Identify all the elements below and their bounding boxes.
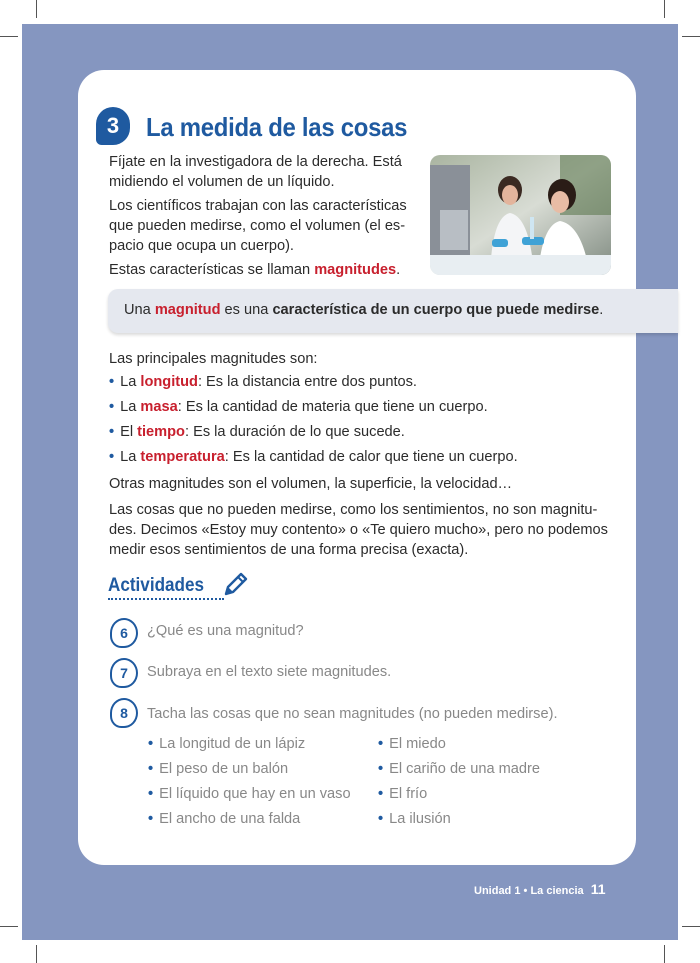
option-text: El líquido que hay en un vaso [159, 786, 351, 802]
definition-part: es una [220, 302, 273, 318]
crop-mark [36, 945, 37, 963]
crop-mark [682, 36, 700, 37]
definition-bold: característica de un cuerpo que puede medirse [272, 302, 600, 318]
intro-line: Fíjate en la investigadora de la derecha. Está [109, 154, 402, 170]
item-term: tiempo [137, 424, 185, 440]
option-item [378, 761, 540, 777]
option-text: La ilusión [389, 811, 451, 827]
activity-number: 6 [120, 625, 128, 641]
item-definition: : Es la cantidad de materia que tiene un cuerpo. [177, 399, 488, 415]
intro-paragraph-3 [109, 260, 400, 280]
pencil-icon [220, 570, 250, 605]
activity-6-badge [110, 618, 138, 648]
footer-unit: Unidad 1 [474, 885, 521, 897]
activity-8-badge [110, 698, 138, 728]
lab-researchers-photo [430, 155, 611, 275]
keyword-magnitud: magnitud [154, 302, 221, 318]
magnitude-item-masa [109, 399, 488, 415]
closing-paragraph [109, 500, 608, 560]
activities-underline [108, 598, 224, 600]
option-item [148, 761, 288, 777]
item-article: La [120, 449, 141, 465]
magnitude-item-tiempo [109, 424, 405, 440]
option-item [378, 736, 446, 752]
option-text: El cariño de una madre [389, 761, 540, 777]
bullet-dot: • [109, 374, 115, 390]
section-number: 3 [106, 113, 120, 138]
crop-mark [0, 926, 18, 927]
crop-mark [0, 36, 18, 37]
intro-text: . [396, 262, 401, 278]
intro-paragraph-2 [109, 196, 407, 256]
bullet-dot: • [148, 786, 154, 802]
item-definition: : Es la duración de lo que sucede. [184, 424, 405, 440]
bullet-dot: • [148, 811, 154, 827]
footer-separator: • [523, 885, 528, 897]
item-term: temperatura [140, 449, 225, 465]
intro-paragraph-1 [109, 152, 402, 192]
activity-8-text: Tacha las cosas que no sean magnitudes (no pueden medirse). [147, 706, 558, 722]
other-magnitudes: Otras magnitudes son el volumen, la superficie, la velocidad… [109, 476, 513, 492]
magnitude-item-temperatura [109, 449, 518, 465]
page-footer [474, 881, 606, 897]
bullet-dot: • [378, 736, 384, 752]
footer-subject: La ciencia [530, 885, 584, 897]
item-article: La [120, 374, 141, 390]
bullet-dot: • [148, 736, 154, 752]
closing-line: Las cosas que no pueden medirse, como los sentimientos, no son magnitu- [109, 502, 598, 518]
definition-box [108, 289, 678, 333]
intro-text: Estas características se llaman [109, 262, 315, 278]
activity-6-text: ¿Qué es una magnitud? [147, 623, 304, 639]
item-term: masa [140, 399, 178, 415]
intro-line: Los científicos trabajan con las características [109, 198, 407, 214]
page-title: La medida de las cosas [146, 112, 408, 142]
activity-number: 7 [120, 665, 128, 681]
bullet-dot: • [378, 811, 384, 827]
option-item [148, 786, 351, 802]
page-number: 11 [590, 881, 606, 897]
closing-line: des. Decimos «Estoy muy contento» o «Te quiero mucho», pero no podemos [109, 522, 608, 538]
bullet-dot: • [109, 424, 115, 440]
option-text: El peso de un balón [159, 761, 289, 777]
activities-title: Actividades [108, 575, 204, 596]
bullet-dot: • [109, 449, 115, 465]
intro-line: midiendo el volumen de un líquido. [109, 174, 335, 190]
section-number-badge [96, 107, 130, 145]
activity-7-badge [110, 658, 138, 688]
bullet-dot: • [378, 761, 384, 777]
definition-part: . [599, 302, 604, 318]
option-item [378, 811, 451, 827]
bullet-dot: • [378, 786, 384, 802]
option-text: El frío [389, 786, 428, 802]
closing-line: medir esos sentimientos de una forma precisa (exacta). [109, 542, 469, 558]
item-term: longitud [140, 374, 198, 390]
crop-mark [664, 945, 665, 963]
option-text: La longitud de un lápiz [159, 736, 306, 752]
crop-mark [36, 0, 37, 18]
option-item [148, 736, 305, 752]
activity-number: 8 [120, 705, 128, 721]
keyword-magnitudes: magnitudes [314, 262, 397, 278]
intro-line: que pueden medirse, como el volumen (el es- [109, 218, 406, 234]
bullet-dot: • [148, 761, 154, 777]
item-definition: : Es la cantidad de calor que tiene un cuerpo. [224, 449, 518, 465]
option-text: El ancho de una falda [159, 811, 301, 827]
magnitudes-lead: Las principales magnitudes son: [109, 351, 318, 367]
crop-mark [682, 926, 700, 927]
option-item [378, 786, 427, 802]
intro-line: pacio que ocupa un cuerpo). [109, 238, 294, 254]
option-item [148, 811, 300, 827]
item-article: La [120, 399, 141, 415]
bullet-dot: • [109, 399, 115, 415]
item-article: El [120, 424, 138, 440]
definition-part: Una [124, 302, 155, 318]
magnitude-item-longitud [109, 374, 417, 390]
item-definition: : Es la distancia entre dos puntos. [197, 374, 417, 390]
crop-mark [664, 0, 665, 18]
definition-text [124, 302, 603, 318]
activity-7-text: Subraya en el texto siete magnitudes. [147, 664, 392, 680]
option-text: El miedo [389, 736, 446, 752]
